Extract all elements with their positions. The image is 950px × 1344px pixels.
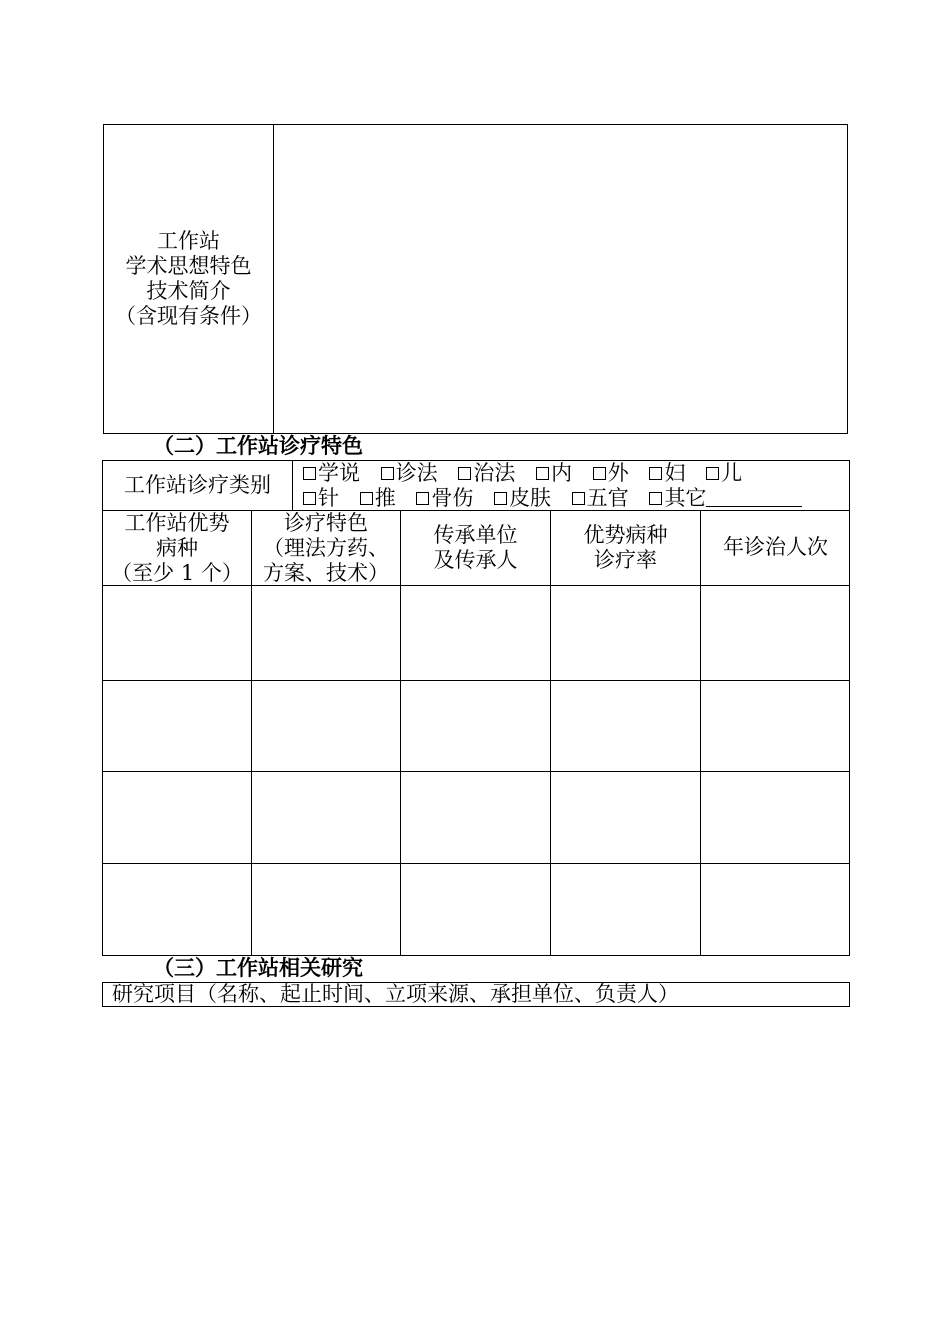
section2-title: （二）工作站诊疗特色 [153, 433, 363, 458]
category-options-row-2 [303, 486, 802, 511]
category-options-row-1 [303, 461, 756, 486]
option-zhifa[interactable] [458, 461, 515, 486]
header-line: 传承单位 [433, 523, 518, 547]
checkbox-icon[interactable] [416, 492, 429, 505]
table-row [102, 586, 850, 680]
option-wuguan[interactable] [572, 486, 629, 511]
academic-divider [273, 124, 274, 434]
research-row-label: 研究项目（名称、起止时间、立项来源、承担单位、负责人） [112, 982, 679, 1006]
table-cell[interactable] [103, 864, 251, 955]
option-label: 诊法 [395, 461, 438, 485]
option-label: 皮肤 [509, 486, 552, 510]
table-cell[interactable] [401, 772, 550, 863]
academic-label [104, 229, 273, 329]
table-cell[interactable] [551, 864, 700, 955]
table-row [102, 772, 850, 863]
header-line: 诊疗特色 [284, 511, 368, 535]
option-label: 针 [318, 486, 339, 510]
table-cell[interactable] [103, 586, 251, 680]
option-label: 推 [374, 486, 396, 510]
header-treatment-feature [252, 511, 400, 586]
option-qita[interactable] [649, 486, 802, 511]
table-cell[interactable] [103, 681, 251, 771]
checkbox-icon[interactable] [381, 467, 394, 480]
option-label: 外 [607, 461, 629, 485]
header-line: 年诊治人次 [723, 535, 828, 559]
option-zhenfa[interactable] [381, 461, 438, 486]
checkbox-icon[interactable] [303, 467, 316, 480]
option-label: 其它 [664, 486, 707, 510]
header-line: （至少 1 个） [111, 561, 243, 585]
academic-label-line-2: 学术思想特色 [125, 254, 252, 278]
option-label: 内 [551, 461, 573, 485]
table-cell[interactable] [401, 586, 550, 680]
table-cell[interactable] [252, 586, 400, 680]
table-cell[interactable] [551, 586, 700, 680]
table-row [102, 681, 850, 771]
header-advantage-disease [103, 511, 251, 586]
academic-content-field[interactable] [275, 126, 846, 432]
table-cell[interactable] [401, 681, 550, 771]
header-line: 工作站优势 [124, 511, 230, 535]
header-line: 诊疗率 [594, 548, 657, 572]
table-cell[interactable] [551, 681, 700, 771]
option-nei[interactable] [536, 461, 572, 486]
option-xueshuo[interactable] [303, 461, 360, 486]
header-line: （理法方药、 [263, 536, 389, 560]
option-label: 五官 [586, 486, 629, 510]
table-cell[interactable] [701, 586, 849, 680]
table-cell[interactable] [701, 772, 849, 863]
option-label: 治法 [473, 461, 516, 485]
header-line: 优势病种 [583, 523, 668, 547]
checkbox-icon[interactable] [494, 492, 507, 505]
header-line: 病种 [156, 536, 198, 560]
checkbox-icon[interactable] [649, 492, 662, 505]
section3-title: （三）工作站相关研究 [153, 955, 363, 980]
option-fu[interactable] [649, 461, 685, 486]
option-zhen[interactable] [303, 486, 339, 511]
checkbox-icon[interactable] [303, 492, 316, 505]
option-label: 妇 [664, 461, 686, 485]
table-cell[interactable] [701, 681, 849, 771]
option-pifu[interactable] [494, 486, 551, 511]
table-cell[interactable] [551, 772, 700, 863]
option-wai[interactable] [593, 461, 629, 486]
header-line: 及传承人 [433, 548, 518, 572]
header-treatment-rate [551, 523, 700, 573]
option-label: 学说 [318, 461, 360, 485]
option-gushang[interactable] [416, 486, 473, 511]
table-cell[interactable] [701, 864, 849, 955]
checkbox-icon[interactable] [536, 467, 549, 480]
table-cell[interactable] [252, 772, 400, 863]
academic-label-line-1: 工作站 [157, 229, 220, 253]
option-er[interactable] [706, 461, 742, 486]
checkbox-icon[interactable] [593, 467, 606, 480]
table-cell[interactable] [252, 681, 400, 771]
table-cell[interactable] [103, 772, 251, 863]
checkbox-icon[interactable] [572, 492, 585, 505]
checkbox-icon[interactable] [706, 467, 719, 480]
category-divider [292, 460, 293, 511]
table-cell[interactable] [401, 864, 550, 955]
option-tui[interactable] [360, 486, 396, 511]
checkbox-icon[interactable] [649, 467, 662, 480]
category-label: 工作站诊疗类别 [124, 473, 271, 497]
checkbox-icon[interactable] [458, 467, 471, 480]
header-line: 方案、技术） [263, 561, 389, 585]
option-label: 儿 [721, 461, 743, 485]
checkbox-icon[interactable] [360, 492, 373, 505]
other-blank-field[interactable] [706, 486, 802, 507]
academic-label-line-3: 技术简介 [146, 279, 231, 303]
header-annual-visits [701, 535, 850, 560]
option-label: 骨伤 [431, 486, 474, 510]
header-inheritor [401, 523, 550, 573]
table-cell[interactable] [252, 864, 400, 955]
table-row [102, 864, 850, 955]
academic-label-line-4: （含现有条件） [115, 304, 262, 328]
